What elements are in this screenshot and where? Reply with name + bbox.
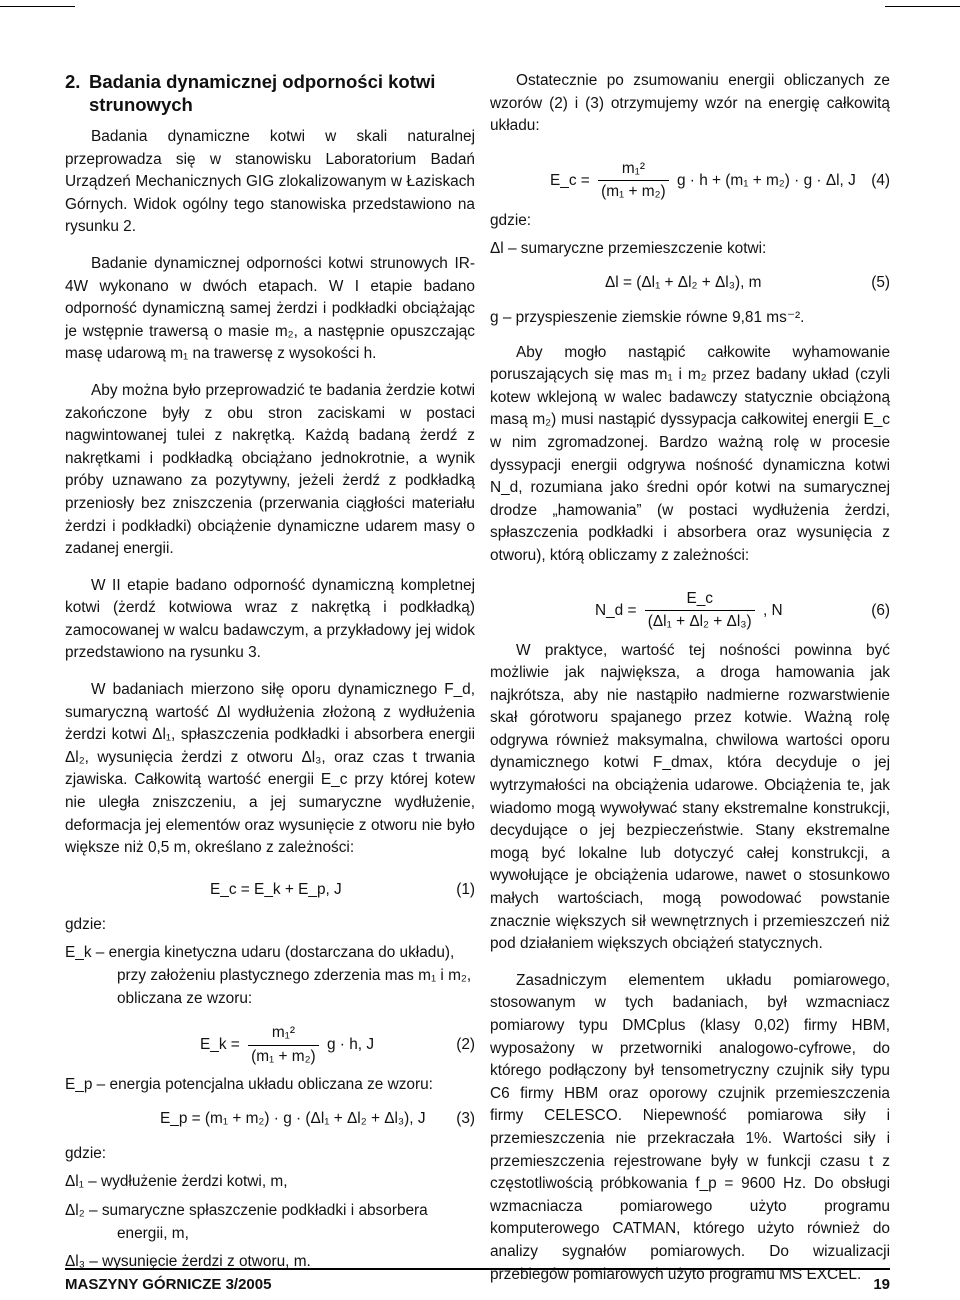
symbol: Δl₂: [65, 1201, 85, 1219]
right-column: [490, 70, 890, 1300]
equation-2-number: (2): [456, 1036, 475, 1054]
definition-text: energia kinetyczna udaru (dostarczana do układu), przy założeniu plastycznego zderzenia mas m₁ i m₂, obliczana ze wzoru:: [108, 944, 472, 1007]
top-rule-right: [885, 6, 960, 7]
equation-1: [65, 874, 475, 906]
numerator: m₁²: [598, 158, 669, 182]
equation-2-rhs: g · h, J: [326, 1036, 375, 1054]
definition-dl: Δl – sumaryczne przemieszczenie kotwi:: [490, 240, 767, 258]
where-label: gdzie:: [65, 915, 107, 933]
symbol: Δl₃: [65, 1253, 85, 1271]
denominator: (m₁ + m₂): [601, 183, 666, 201]
where-label: gdzie:: [65, 1144, 107, 1162]
equation-6-rhs: , N: [762, 601, 783, 619]
equation-2-lhs: E_k =: [200, 1036, 240, 1054]
page-footer: [65, 1268, 890, 1293]
equation-4-number: (4): [871, 171, 890, 189]
definition-g: g – przyspieszenie ziemskie równe 9,81 ms⁻².: [490, 308, 805, 326]
paragraph: Badania dynamiczne kotwi w skali naturalnej przeprowadza się w stanowisku Laboratorium Badań Urządzeń Mechanicznych GIG zlokalizowanym w Łaziskach Górnych. Widok ogólny tego stanowiska przedstawiono na rysunku 2.: [65, 128, 475, 236]
definition-dl3: Δl₃ – wysunięcie żerdzi z otworu, m.: [65, 1253, 311, 1271]
fraction: [598, 158, 669, 204]
definition-text: energia potencjalna układu obliczana ze wzoru:: [109, 1076, 433, 1094]
equation-3-number: (3): [456, 1109, 475, 1127]
equation-4: [490, 152, 890, 202]
paragraph: W II etapie badano odporność dynamiczną kompletnej kotwi (żerdź kotwiowa wraz z nakrętką i podkładką) zamocowanej w walcu badawczym, a przykładowy jej widok przedstawiono na rysunku 3.: [65, 576, 475, 662]
equation-1-number: (1): [456, 880, 475, 898]
equation-6: [490, 582, 890, 632]
equation-5-body: Δl = (Δl₁ + Δl₂ + Δl₃), m: [605, 273, 762, 291]
paragraph: Badanie dynamicznej odporności kotwi strunowych IR-4W wykonano w dwóch etapach. W I etapie badano odporność dynamiczną samej żerdzi i podkładki obciążając je wstępnie trawersą o masie m₂, a następnie opuszczając masę udarową m₁ na trawersę z wysokości h.: [65, 254, 475, 363]
where-label: gdzie:: [490, 211, 532, 229]
paragraph: Aby mogło nastąpić całkowite wyhamowanie poruszających się mas m₁ i m₂ przez badany układ (czyli kotew wklejoną w walec badawczy statycznie obciążoną masą m₂) musi nastąpić dyssypacja całkowitej energii E_c w nim zgromadzonej. Bardzo ważną rolę w procesie dyssypacji energii odgrywa nośność dynamiczna kotwi N_d, rozumiana jako średni opór kotwi na sumarycznej drodze „hamowania” (w postaci wydłużenia żerdzi, spłaszczenia podkładki i absorbera oraz wysunięcia z otworu), którą obliczamy z zależności:: [490, 343, 890, 564]
numerator: m₁²: [248, 1022, 319, 1046]
equation-5-number: (5): [871, 273, 890, 291]
definition-dl1: Δl₁ – wydłużenie żerdzi kotwi, m,: [65, 1173, 288, 1191]
equation-4-rhs: g · h + (m₁ + m₂) · g · Δl, J: [676, 171, 856, 189]
definition-text: wydłużenie żerdzi kotwi, m,: [101, 1173, 288, 1191]
paragraph: Zasadniczym elementem układu pomiarowego, stosowanym w tych badaniach, był wzmacniacz pomiarowy typu DMCplus (klasy 0,02) firmy HBM, wyposażony w przetworniki analogowo-cyfrowe, do którego podłączony był tensometryczny czujnik siły typu C6 firmy HBM oraz oporowy czujnik przemieszczenia firmy CELESCO. Niepewność pomiarowa siły i przemieszczenia nie przekraczała 1%. Wartości siły i przemieszczenia rejestrowane były w funkcji czasu t z częstotliwością próbkowania f_p = 9600 Hz. Do obsługi wzmacniacza pomiarowego użyto programu komputerowego CATMAN, którego użyto również do analizy sygnałów pomiarowych. Do wizualizacji przebiegów pomiarowych użyto programu MS EXCEL.: [490, 971, 890, 1283]
paragraph: W badaniach mierzono siłę oporu dynamicznego F_d, sumaryczną wartość Δl wydłużenia złożoną z wydłużenia żerdzi kotwi Δl₁, spłaszczenia podkładki i absorbera energii Δl₂, wysunięcia żerdzi z otworu Δl₃, oraz czas t trwania zjawiska. Całkowitą wartość energii E_c przy której kotew nie uległa zniszczeniu, a jej sumaryczne wydłużenie, deformacja jej elementów oraz wysunięcie z otworu nie było większe niż 0,5 m, określano z zależności:: [65, 681, 475, 857]
definition-ep: E_p – energia potencjalna układu obliczana ze wzoru:: [65, 1076, 433, 1094]
definition-text: sumaryczne spłaszczenie podkładki i absorbera energii, m,: [101, 1201, 428, 1242]
equation-5: [490, 267, 890, 299]
fraction: [248, 1022, 319, 1068]
equation-2: [65, 1016, 475, 1066]
denominator: (m₁ + m₂): [251, 1047, 316, 1065]
symbol: E_p: [65, 1076, 93, 1094]
equation-3-body: E_p = (m₁ + m₂) · g · (Δl₁ + Δl₂ + Δl₃), J: [160, 1109, 426, 1127]
page-number: 19: [873, 1276, 890, 1293]
definition-ek: E_k – energia kinetyczna udaru (dostarczana do układu), przy założeniu plastycznego zderzenia mas m₁ i m₂, obliczana ze wzoru:: [65, 944, 472, 1007]
fraction: [645, 588, 755, 634]
paragraph: Aby można było przeprowadzić te badania żerdzie kotwi zakończone były z obu stron zaciskami w postaci nagwintowanej tulei z nakrętką. Każdą badaną żerdź z nakrętkami i podkładką obciążano jednokrotnie, a wynik próby uznawano za pozytywny, jeżeli żerdź z podkładką przeniosły bez zniszczenia (przerwania ciągłości materiału żerdzi i podkładki) obciążenie dynamiczne udarem masy o zadanej energii.: [65, 381, 475, 558]
journal-name: MASZYNY GÓRNICZE 3/2005: [65, 1276, 272, 1293]
symbol: Δl₁: [65, 1173, 84, 1191]
top-rule-left: [0, 6, 75, 7]
equation-3: [65, 1103, 475, 1135]
numerator: E_c: [645, 588, 755, 612]
symbol: E_k: [65, 944, 92, 962]
equation-6-number: (6): [871, 601, 890, 619]
section-heading: [65, 70, 475, 116]
denominator: (Δl₁ + Δl₂ + Δl₃): [647, 613, 752, 631]
section-title-line2: strunowych: [89, 94, 193, 115]
equation-6-lhs: N_d =: [595, 601, 637, 619]
definition-text: wysunięcie żerdzi z otworu, m.: [102, 1253, 311, 1271]
section-number: 2.: [65, 71, 81, 92]
paragraph: W praktyce, wartość tej nośności powinna być możliwie jak największa, a droga hamowania jak najkrótsza, aby nie nastąpiło nadmierne rozwarstwienie skał górotworu spajanego przez kotwie. Ważną rolę odgrywa również maksymalna, chwilowa wartości oporu dynamicznego kotwi F_dmax, która decyduje o jej wytrzymałości na obciążenia udarowe. Obciążenia te, jak wiadomo mogą wywoływać stany ekstremalne konstrukcji, decydujące o jej bezpieczeństwie. Stany ekstremalne mogą być lokalne lub dotyczyć całej konstrukcji, a wywołujące je obciążenia udarowe, nawet o stosunkowo małych wartościach, mogą powodować powstanie znacznie większych sił wewnętrznych i przemieszczeń niż pod działaniem większych obciążeń statycznych.: [490, 641, 890, 953]
left-column: [65, 70, 475, 1280]
section-title-line1: Badania dynamicznej odporności kotwi: [89, 71, 436, 92]
equation-4-lhs: E_c =: [550, 171, 590, 189]
definition-dl2: Δl₂ – sumaryczne spłaszczenie podkładki i absorbera energii, m,: [65, 1201, 428, 1242]
paragraph: Ostatecznie po zsumowaniu energii obliczanych ze wzorów (2) i (3) otrzymujemy wzór na energię całkowitą układu:: [490, 72, 890, 135]
equation-1-body: E_c = E_k + E_p, J: [210, 880, 342, 898]
